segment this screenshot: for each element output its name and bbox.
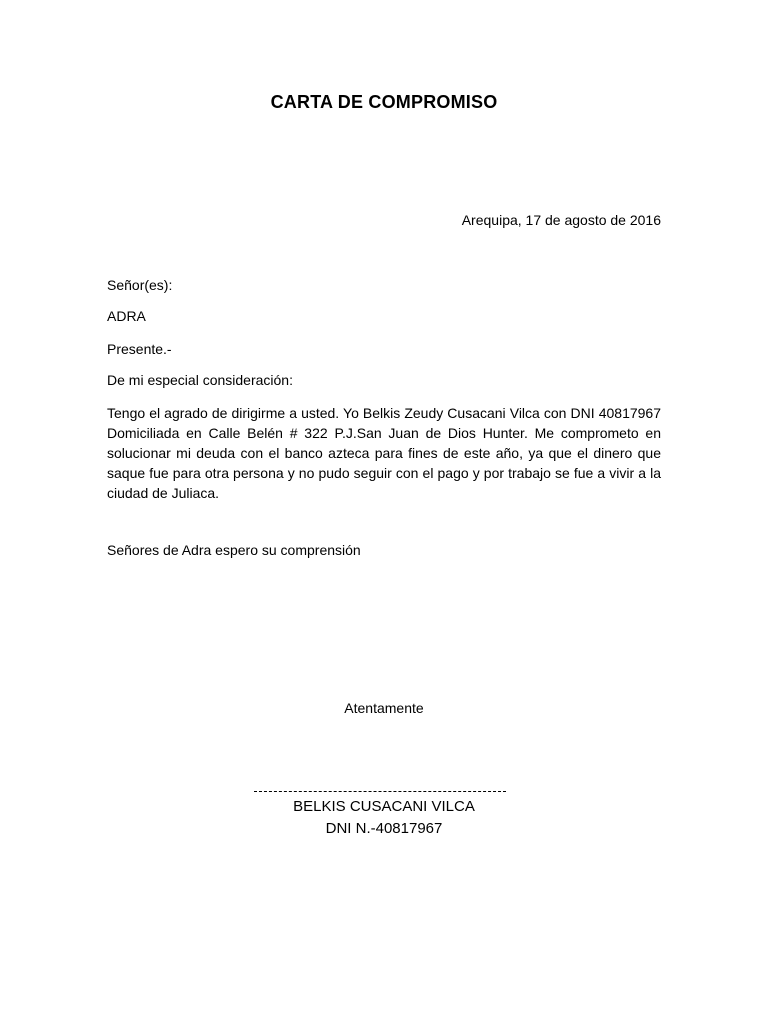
presente-line: Presente.- bbox=[107, 341, 172, 357]
signature-line bbox=[254, 791, 506, 792]
regards: Atentamente bbox=[344, 700, 424, 716]
addressee: ADRA bbox=[107, 308, 146, 324]
document-title: CARTA DE COMPROMISO bbox=[270, 92, 498, 112]
consideration-line: De mi especial consideración: bbox=[107, 372, 293, 388]
closing-note: Señores de Adra espero su comprensión bbox=[107, 542, 361, 558]
signer-name: BELKIS CUSACANI VILCA bbox=[293, 798, 475, 815]
salutation: Señor(es): bbox=[107, 277, 173, 293]
signer-id: DNI N.-40817967 bbox=[325, 820, 443, 837]
body-paragraph: Tengo el agrado de dirigirme a usted. Yo Belkis Zeudy Cusacani Vilca con DNI 40817967 Domiciliada en Calle Belén # 322 P.J.San Juan de Dios Hunter. Me comprometo en solucionar mi deuda con el banco azteca para fines de este año, ya que el dinero que saque fue para otra persona y no pudo seguir con el pago y por trabajo se fue a vivir a la ciudad de Juliaca. bbox=[107, 405, 661, 501]
place-date: Arequipa, 17 de agosto de 2016 bbox=[461, 212, 661, 228]
